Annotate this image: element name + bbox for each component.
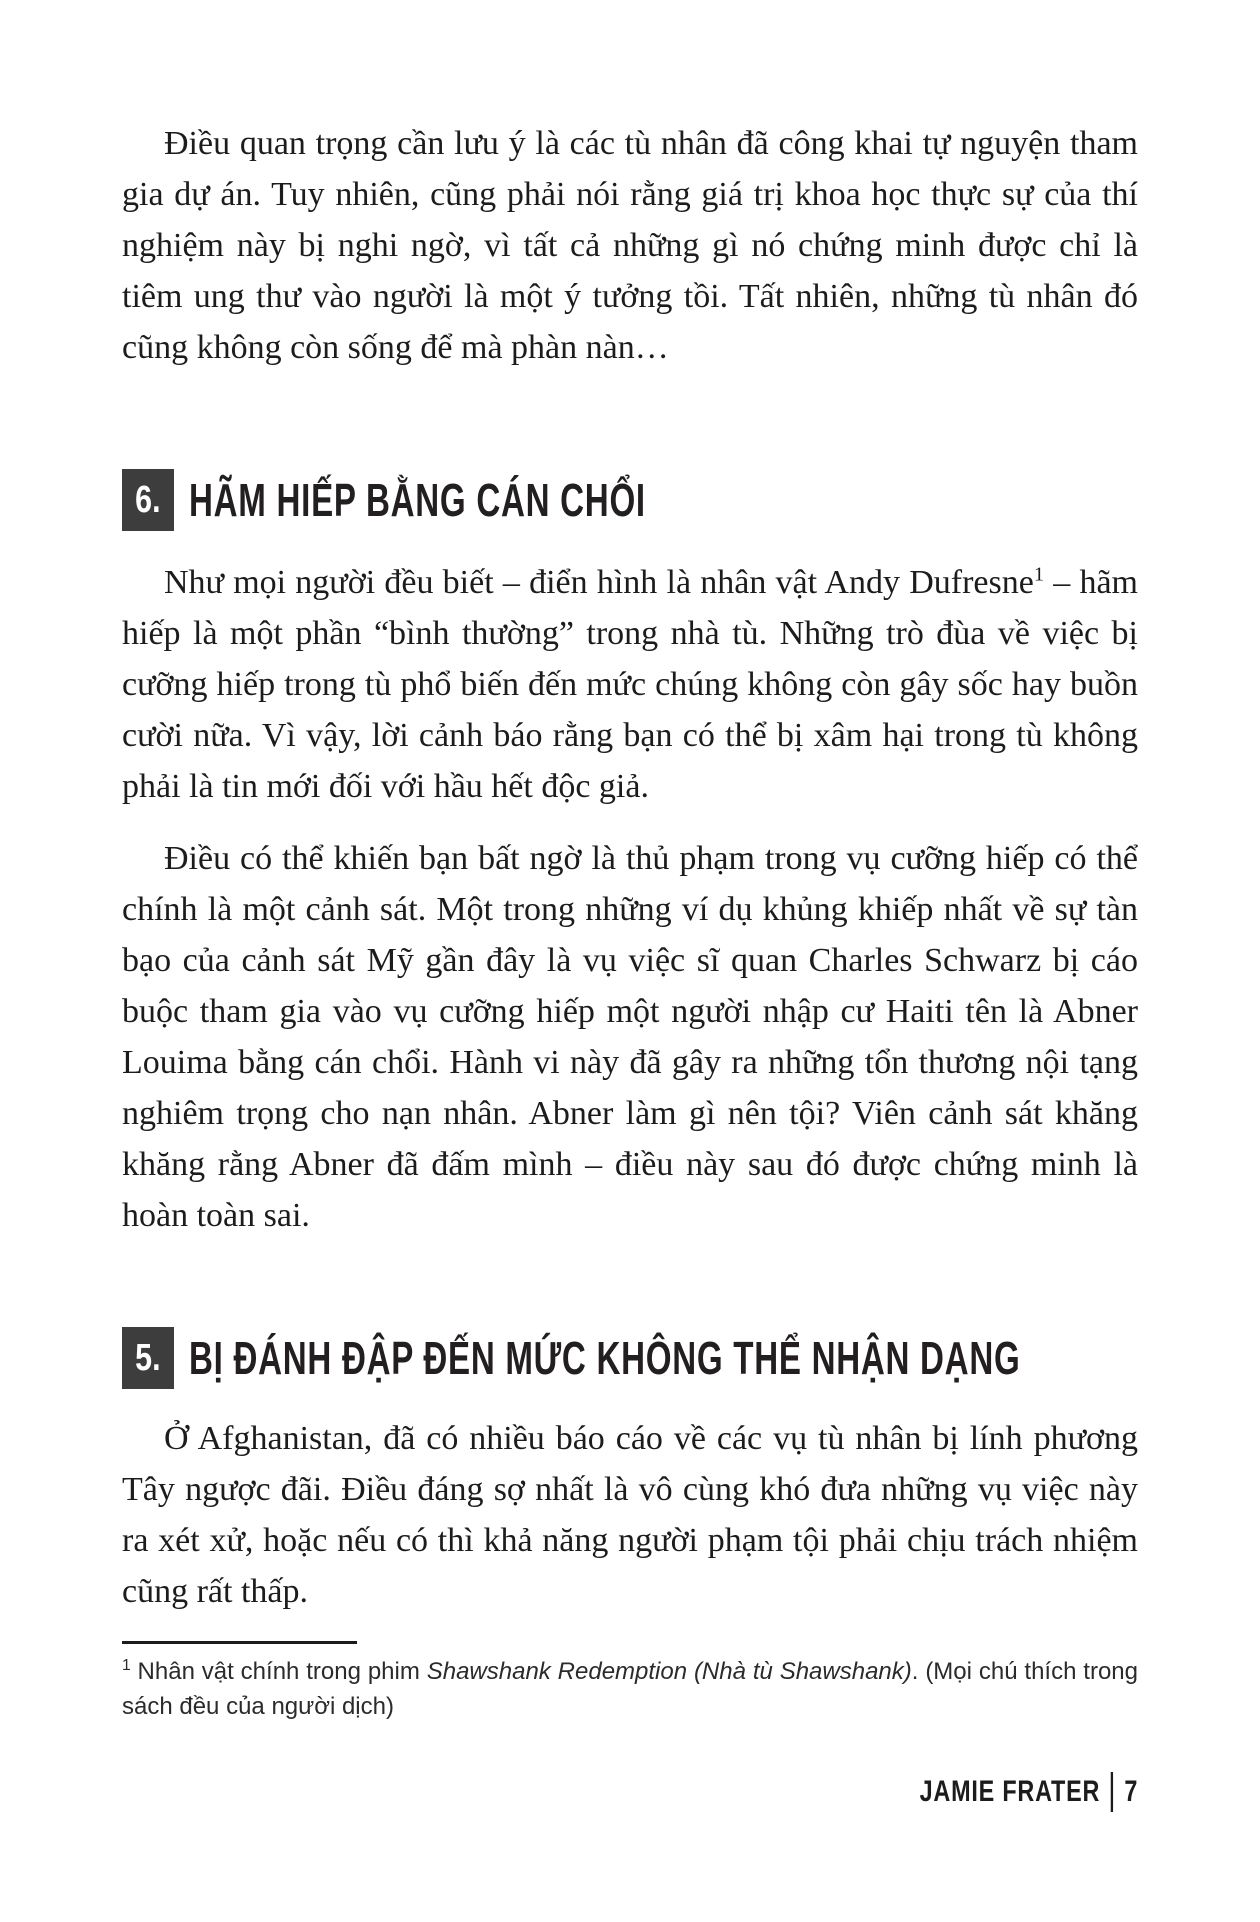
footnote-movie-title: Shawshank Redemption (Nhà tù Shawshank) [426, 1658, 912, 1685]
footnote-divider [122, 1641, 357, 1644]
section-number-badge-6 [122, 469, 174, 531]
section-heading-5 [122, 1327, 1138, 1389]
footnote-marker: 1 [122, 1657, 131, 1674]
section-title-5: BỊ ĐÁNH ĐẬP ĐẾN MỨC KHÔNG THỂ NHẬN DẠNG [189, 1332, 1021, 1384]
footnote [122, 1641, 1138, 1724]
section-number-text: 6. [135, 478, 161, 521]
footnote-body: Nhân vật chính trong phim [130, 1658, 427, 1685]
footnote-reference: 1 [1033, 563, 1045, 586]
section-number-text: 5. [135, 1336, 161, 1379]
footer-page-number: 7 [1124, 1775, 1138, 1808]
footnote-text [122, 1654, 1138, 1724]
footer-author: JAMIE FRATER [919, 1775, 1101, 1808]
footer-separator [1111, 1772, 1113, 1812]
paragraph: Điều có thể khiến bạn bất ngờ là thủ phạm trong vụ cưỡng hiếp có thể chính là một cảnh sát. Một trong những ví dụ khủng khiếp nhất về sự tàn bạo của cảnh sát Mỹ gần đây là vụ việc sĩ quan Charles Schwarz bị cáo buộc tham gia vào vụ cưỡng hiếp một người nhập cư Haiti tên là Abner Louima bằng cán chổi. Hành vi này đã gây ra những tổn thương nội tạng nghiêm trọng cho nạn nhân. Abner làm gì nên tội? Viên cảnh sát khăng khăng rằng Abner đã đấm mình – điều này sau đó được chứng minh là hoàn toàn sai. [122, 840, 1138, 1234]
section-number-badge-5 [122, 1327, 174, 1389]
page-footer [919, 1772, 1138, 1812]
paragraph-text: – hãm hiếp là một phần “bình thường” trong nhà tù. Những trò đùa về việc bị cưỡng hiếp trong tù phổ biến đến mức chúng không còn gây sốc hay buồn cười nữa. Vì vậy, lời cảnh báo rằng bạn có thể bị xâm hại trong tù không phải là tin mới đối với hầu hết độc giả. [122, 564, 1138, 805]
section-title-6: HÃM HIẾP BẰNG CÁN CHỔI [189, 474, 646, 526]
intro-paragraph: Điều quan trọng cần lưu ý là các tù nhân đã công khai tự nguyện tham gia dự án. Tuy nhiên, cũng phải nói rằng giá trị khoa học thực sự của thí nghiệm này bị nghi ngờ, vì tất cả những gì nó chứng minh được chỉ là tiêm ung thư vào người là một ý tưởng tồi. Tất nhiên, những tù nhân đó cũng không còn sống để mà phàn nàn… [122, 125, 1138, 366]
paragraph [122, 557, 1138, 812]
footnote-body: . (Mọi chú thích trong sách đều của người dịch) [122, 1658, 1139, 1720]
text-block [122, 0, 1138, 1724]
paragraph: Ở Afghanistan, đã có nhiều báo cáo về các vụ tù nhân bị lính phương Tây ngược đãi. Điều đáng sợ nhất là vô cùng khó đưa những vụ việc này ra xét xử, hoặc nếu có thì khả năng người phạm tội phải chịu trách nhiệm cũng rất thấp. [122, 1420, 1138, 1610]
section-heading-6 [122, 469, 1138, 531]
paragraph-text: Như mọi người đều biết – điển hình là nhân vật Andy Dufresne [164, 564, 1034, 601]
